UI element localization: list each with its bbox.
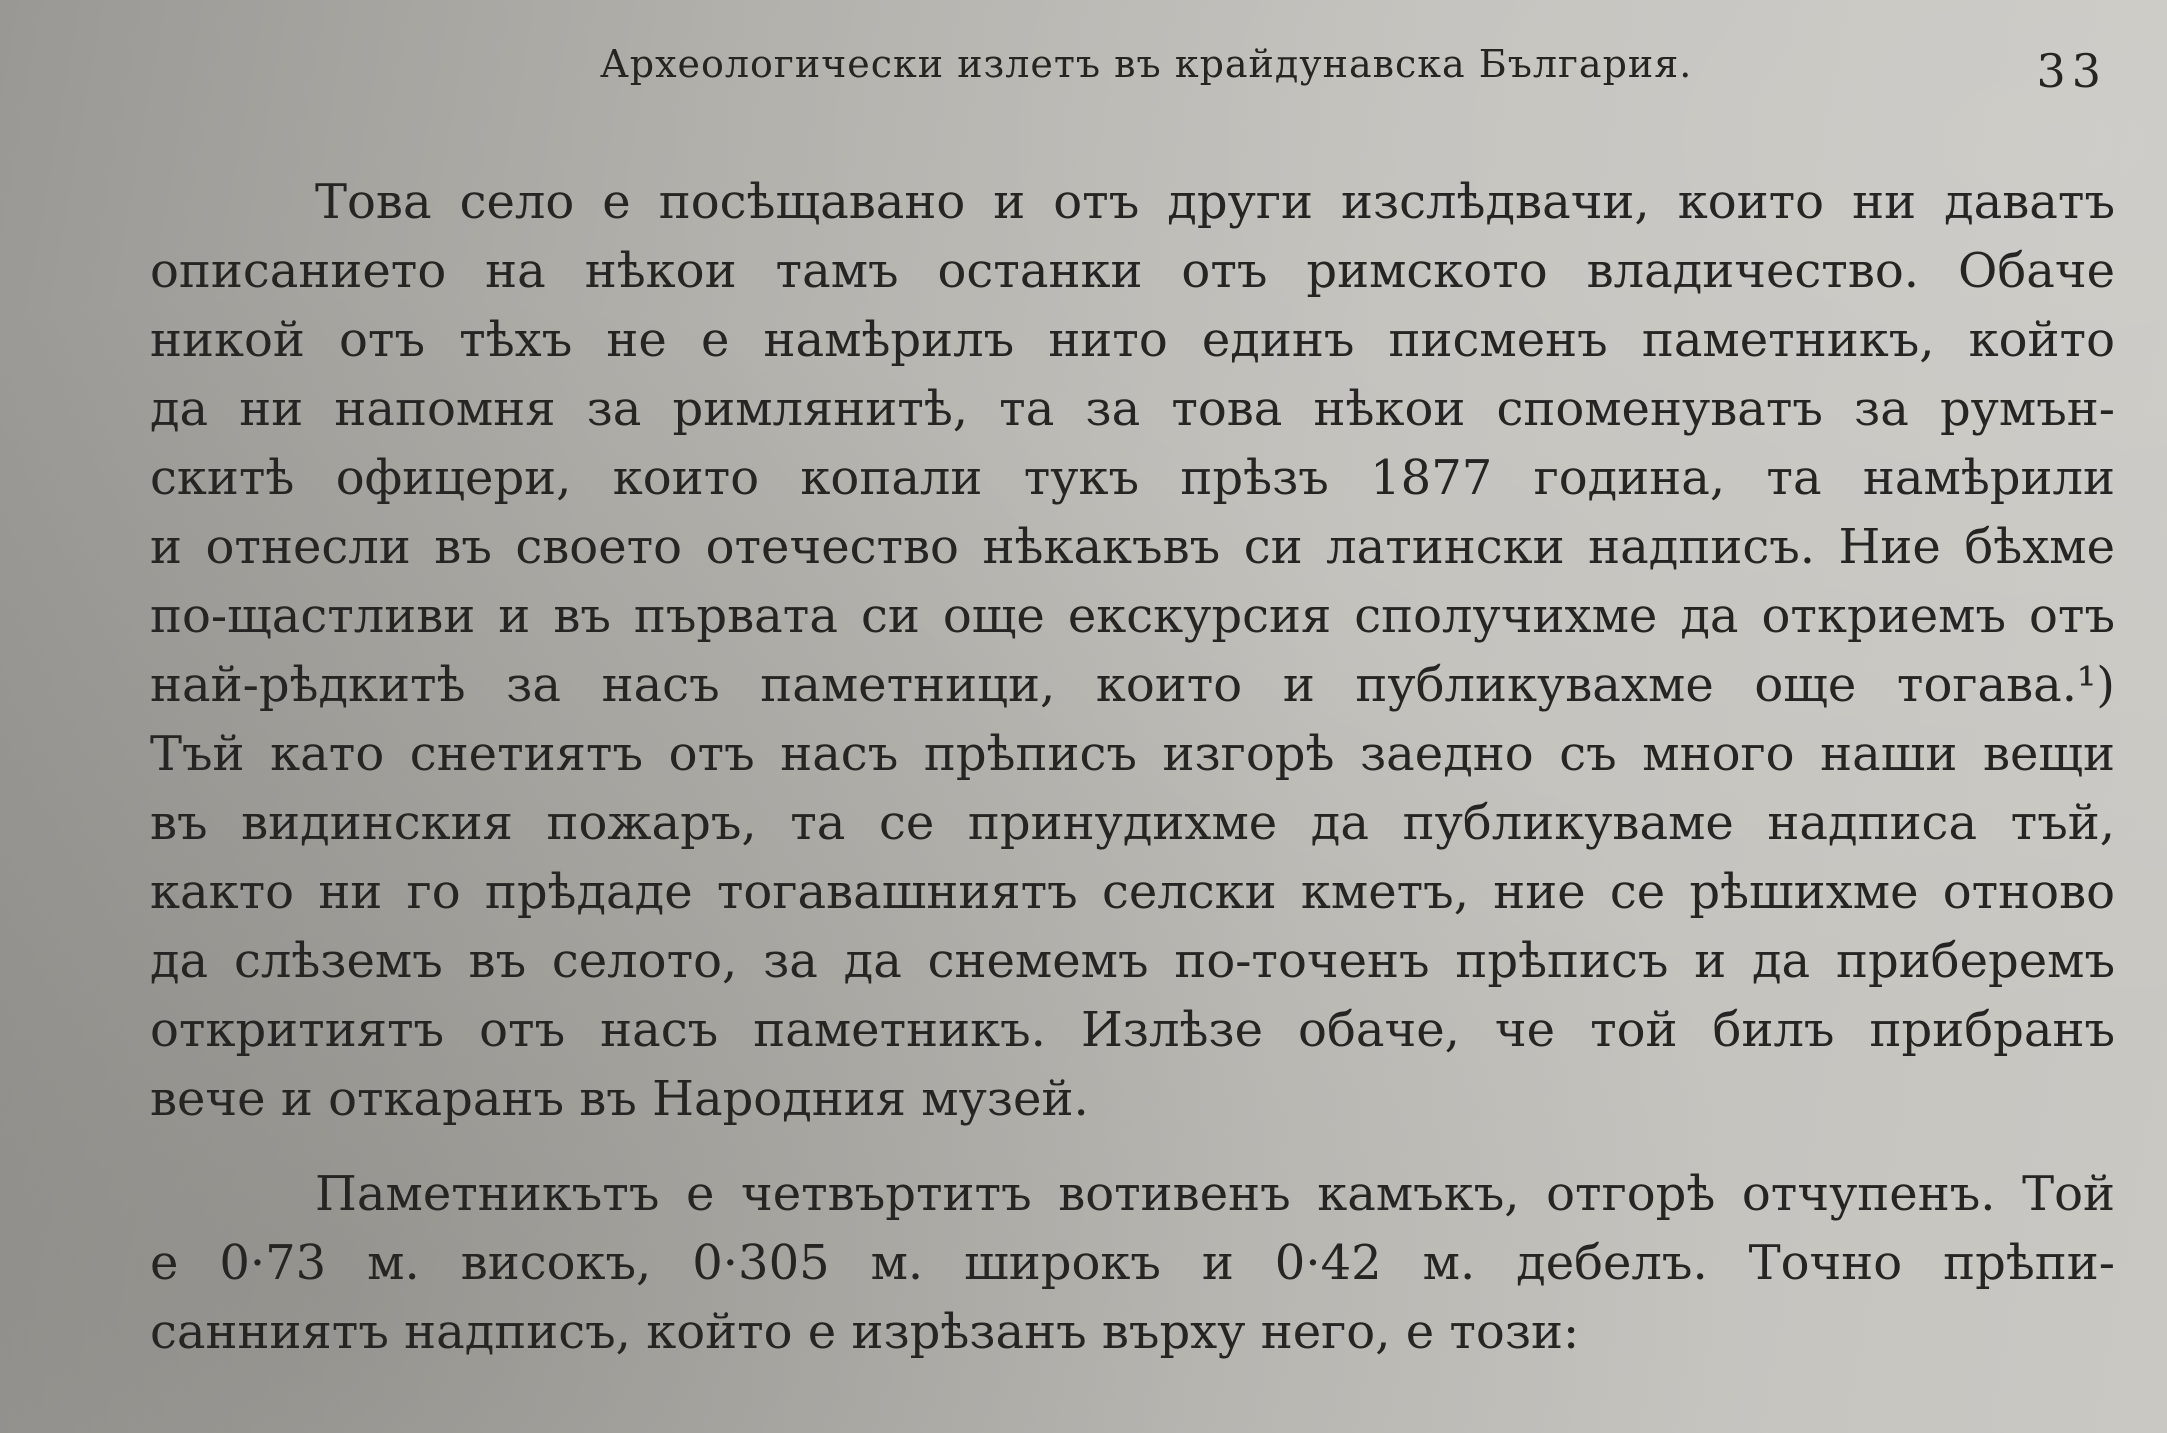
text-line: да слѣземъ въ селото, за да снемемъ по-точенъ прѣписъ и да приберемъ: [150, 933, 2115, 989]
text-line: да ни напомня за римлянитѣ, та за това нѣкои споменуватъ за румън-: [150, 381, 2115, 437]
paragraph-2: [150, 1160, 2115, 1367]
text-line: и отнесли въ своето отечество нѣкакъвъ си латински надписъ. Ние бѣхме: [150, 519, 2115, 575]
text-line: никой отъ тѣхъ не е намѣрилъ нито единъ писменъ паметникъ, който: [150, 312, 2115, 368]
paragraph-1: [150, 168, 2115, 1134]
text-line: по-щастливи и въ първата си още екскурсия сполучихме да откриемъ отъ: [150, 588, 2115, 644]
text-line: въ видинския пожаръ, та се принудихме да публикуваме надписа тъй,: [150, 795, 2115, 851]
text-line: скитѣ офицери, които копали тукъ прѣзъ 1877 година, та намѣрили: [150, 450, 2115, 506]
text-line: Тъй като снетиятъ отъ насъ прѣписъ изгорѣ заедно съ много наши вещи: [150, 726, 2115, 782]
page-number: 33: [2036, 44, 2107, 98]
text-line: е 0·73 м. високъ, 0·305 м. широкъ и 0·42 м. дебелъ. Точно прѣпи-: [150, 1235, 2115, 1291]
text-line: откритиятъ отъ насъ паметникъ. Излѣзе обаче, че той билъ прибранъ: [150, 1002, 2115, 1058]
text-line: описанието на нѣкои тамъ останки отъ римското владичество. Обаче: [150, 243, 2115, 299]
text-line: вече и откаранъ въ Народния музей.: [150, 1071, 1089, 1127]
text-line: санниятъ надписъ, който е изрѣзанъ върху него, е този:: [150, 1304, 1580, 1360]
text-line: Паметникътъ е четвъртитъ вотивенъ камъкъ, отгорѣ отчупенъ. Той: [315, 1166, 2115, 1222]
text-line: Това село е посѣщавано и отъ други изслѣдвачи, които ни даватъ: [315, 174, 2115, 230]
text-line: най-рѣдкитѣ за насъ паметници, които и публикувахме още тогава.¹): [150, 657, 2115, 713]
text-line: както ни го прѣдаде тогавашниятъ селски кметъ, ние се рѣшихме отново: [150, 864, 2115, 920]
running-title: Археологически излетъ въ крайдунавска България.: [600, 42, 1693, 86]
